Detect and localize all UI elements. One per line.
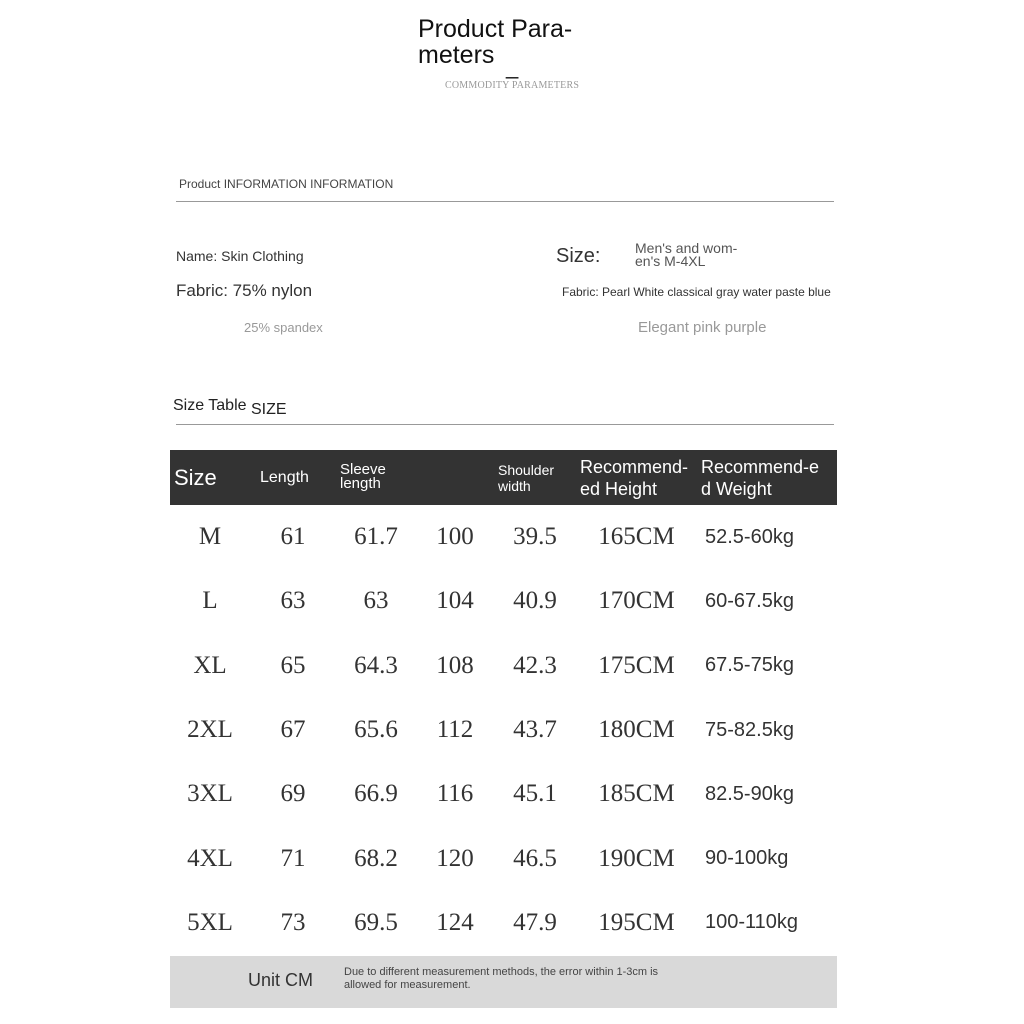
product-fabric-extra: 25% spandex — [244, 320, 323, 335]
table-cell: 65.6 — [354, 716, 398, 744]
table-cell: 67.5-75kg — [705, 654, 794, 677]
table-cell: 185CM — [598, 780, 675, 808]
table-cell: 61.7 — [354, 523, 398, 551]
product-fabric: Fabric: 75% nylon — [176, 281, 313, 300]
size-table-label: Size Table — [173, 397, 247, 414]
size-range-line-2: en's M-4XL — [635, 253, 706, 269]
footer-note-bar — [170, 956, 837, 1008]
table-cell: 124 — [436, 908, 474, 936]
table-cell: 46.5 — [513, 844, 557, 872]
table-cell: 47.9 — [513, 908, 557, 936]
table-row — [170, 505, 837, 569]
col-header-recommended-height: Recommend-ed Height — [580, 456, 689, 499]
info-divider — [176, 201, 834, 202]
table-cell: 63 — [363, 587, 389, 615]
table-cell: 69.5 — [354, 908, 398, 936]
product-colors: Fabric: Pearl White classical gray water paste blue — [562, 285, 831, 299]
table-cell: 45.1 — [513, 780, 557, 808]
table-cell: 108 — [436, 651, 474, 679]
table-cell: 64.3 — [354, 651, 398, 679]
table-cell: 180CM — [598, 716, 675, 744]
page-subtitle: COMMODITY PARAMETERS — [445, 80, 580, 91]
table-cell: 170CM — [598, 587, 675, 615]
table-cell: 42.3 — [513, 651, 557, 679]
col-header-shoulder-width: Shoulder width — [498, 461, 555, 494]
table-cell: 73 — [280, 908, 306, 936]
size-section-label — [173, 397, 287, 418]
table-header-row — [170, 450, 837, 505]
table-cell: 71 — [280, 844, 306, 872]
table-cell: 43.7 — [513, 716, 557, 744]
table-row — [170, 569, 837, 633]
table-cell: 69 — [280, 780, 306, 808]
table-cell: 61 — [280, 523, 306, 551]
table-cell: 90-100kg — [705, 847, 789, 870]
table-cell: 2XL — [187, 716, 233, 744]
table-row — [170, 698, 837, 762]
unit-label: Unit CM — [248, 970, 314, 990]
table-cell: 66.9 — [354, 780, 398, 808]
table-cell: 116 — [436, 780, 474, 808]
table-row — [170, 634, 837, 698]
table-body — [170, 505, 837, 955]
size-range-line-1: Men's and wom- — [635, 240, 738, 256]
table-cell: 82.5-90kg — [705, 782, 794, 805]
table-cell: 65 — [280, 651, 306, 679]
table-cell: 75-82.5kg — [705, 718, 794, 741]
col-header-chest — [416, 450, 494, 505]
table-cell: 40.9 — [513, 587, 557, 615]
table-cell: 100 — [436, 523, 474, 551]
col-header-recommended-weight: Recommend-ed Weight — [701, 456, 820, 499]
table-cell: 104 — [436, 587, 474, 615]
table-row — [170, 826, 837, 890]
table-cell: M — [198, 523, 222, 551]
size-divider — [176, 424, 834, 425]
table-cell: 175CM — [598, 651, 675, 679]
table-cell: 68.2 — [354, 844, 398, 872]
table-cell: 63 — [280, 587, 306, 615]
size-range — [635, 242, 737, 268]
table-cell: XL — [193, 651, 227, 679]
table-cell: 195CM — [598, 908, 675, 936]
table-cell: 165CM — [598, 523, 675, 551]
measurement-note: Due to different measurement methods, the error within 1-3cm is allowed for measurement. — [344, 966, 659, 991]
table-cell: 3XL — [187, 780, 233, 808]
table-cell: 4XL — [187, 844, 233, 872]
size-table-suffix: SIZE — [250, 401, 287, 418]
product-colors-extra: Elegant pink purple — [638, 319, 767, 336]
title-dash: _ — [506, 54, 519, 79]
col-header-length: Length — [260, 468, 309, 486]
col-header-size: Size — [174, 464, 217, 490]
product-name: Name: Skin Clothing — [176, 248, 304, 264]
info-section-label: Product INFORMATION INFORMATION — [179, 177, 394, 191]
table-cell: 190CM — [598, 844, 675, 872]
table-cell: 120 — [436, 844, 474, 872]
table-cell: L — [202, 587, 218, 615]
table-cell: 5XL — [187, 908, 233, 936]
table-cell: 39.5 — [513, 523, 557, 551]
table-cell: 112 — [436, 716, 474, 744]
table-cell: 60-67.5kg — [705, 589, 794, 612]
table-row — [170, 891, 837, 955]
table-cell: 52.5-60kg — [705, 525, 794, 548]
table-row — [170, 762, 837, 826]
page-title: Product Para-meters — [418, 15, 573, 69]
table-cell: 67 — [280, 716, 306, 744]
size-label: Size: — [556, 245, 601, 267]
table-cell: 100-110kg — [705, 911, 799, 934]
col-header-sleeve-length: Sleeve length — [340, 461, 386, 492]
size-table — [170, 450, 837, 955]
